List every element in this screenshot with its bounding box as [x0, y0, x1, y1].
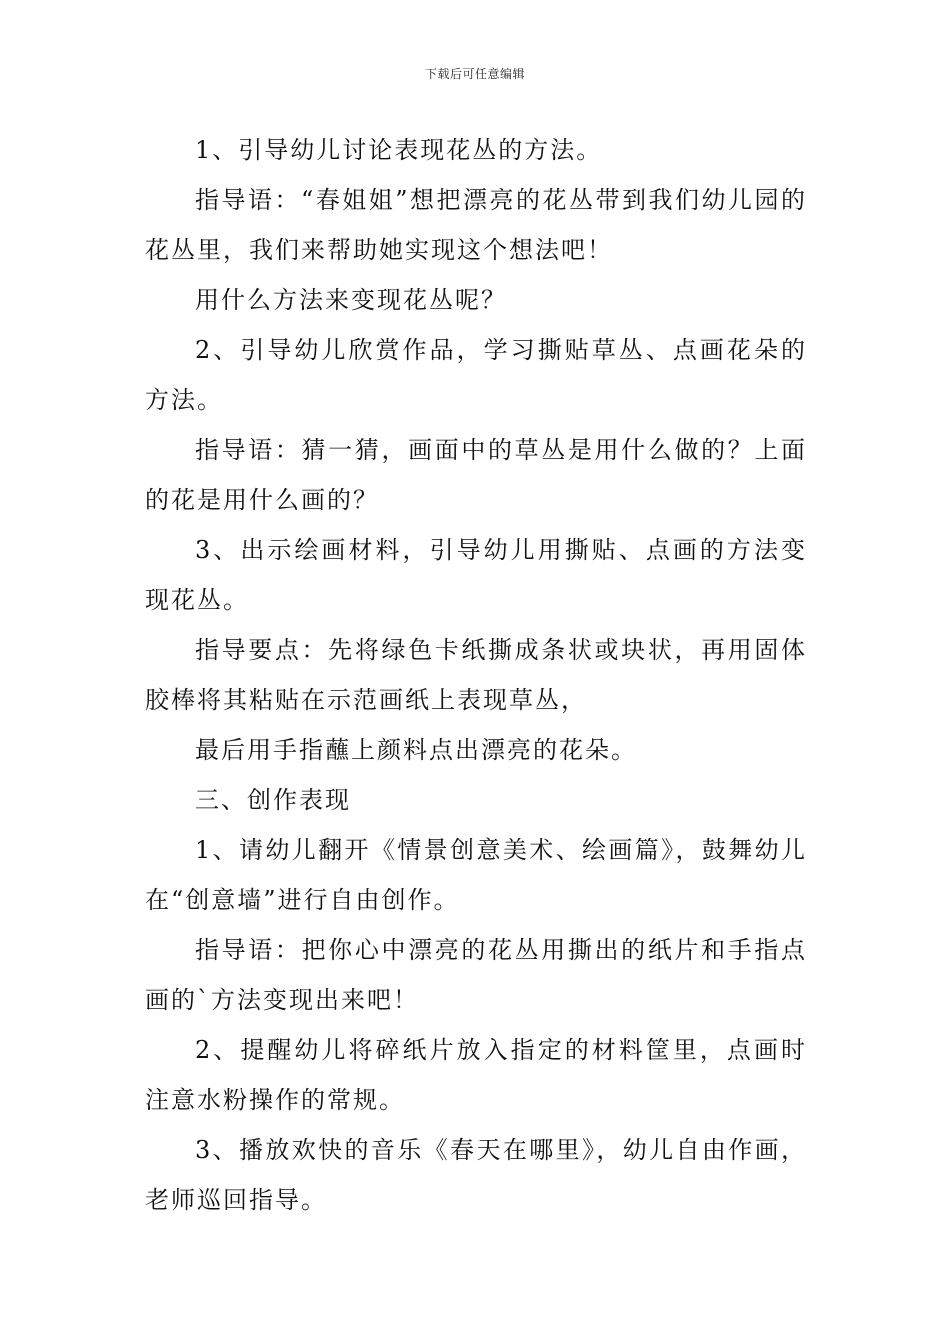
document-body: [145, 125, 807, 1225]
paragraph-guidance-3: 指导语：把你心中漂亮的花丛用撕出的纸片和手指点画的`方法变现出来吧！: [145, 936, 807, 1014]
paragraph-create-step-3: 3、播放欢快的音乐《春天在哪里》，幼儿自由作画，老师巡回指导。: [145, 1136, 807, 1214]
paragraph-finger-paint: 最后用手指蘸上颜料点出漂亮的花朵。: [195, 736, 637, 764]
paragraph-guidance-points: 指导要点：先将绿色卡纸撕成条状或块状，再用固体胶棒将其粘贴在示范画纸上表现草丛，: [145, 636, 807, 714]
paragraph-step-2-appreciate: 2、引导幼儿欣赏作品，学习撕贴草丛、点画花朵的方法。: [145, 336, 807, 414]
paragraph-create-step-2: 2、提醒幼儿将碎纸片放入指定的材料筐里，点画时注意水粉操作的常规。: [145, 1036, 807, 1114]
paragraph-question: 用什么方法来变现花丛呢？: [195, 286, 507, 314]
paragraph-guidance-2: 指导语：猜一猜，画面中的草丛是用什么做的？上面的花是用什么画的？: [145, 436, 807, 514]
page-header-note: 下载后可任意编辑: [424, 67, 525, 81]
paragraph-step-3-materials: 3、出示绘画材料，引导幼儿用撕贴、点画的方法变现花丛。: [145, 536, 807, 614]
paragraph-create-step-1: 1、请幼儿翻开《情景创意美术、绘画篇》，鼓舞幼儿在“创意墙”进行自由创作。: [145, 836, 807, 914]
paragraph-step-1-discuss: 1、引导幼儿讨论表现花丛的方法。: [195, 136, 603, 164]
paragraph-guidance-1: 指导语：“春姐姐”想把漂亮的花丛带到我们幼儿园的花丛里，我们来帮助她实现这个想法吧！: [145, 186, 807, 264]
section-heading-creation: 三、创作表现: [195, 786, 351, 814]
